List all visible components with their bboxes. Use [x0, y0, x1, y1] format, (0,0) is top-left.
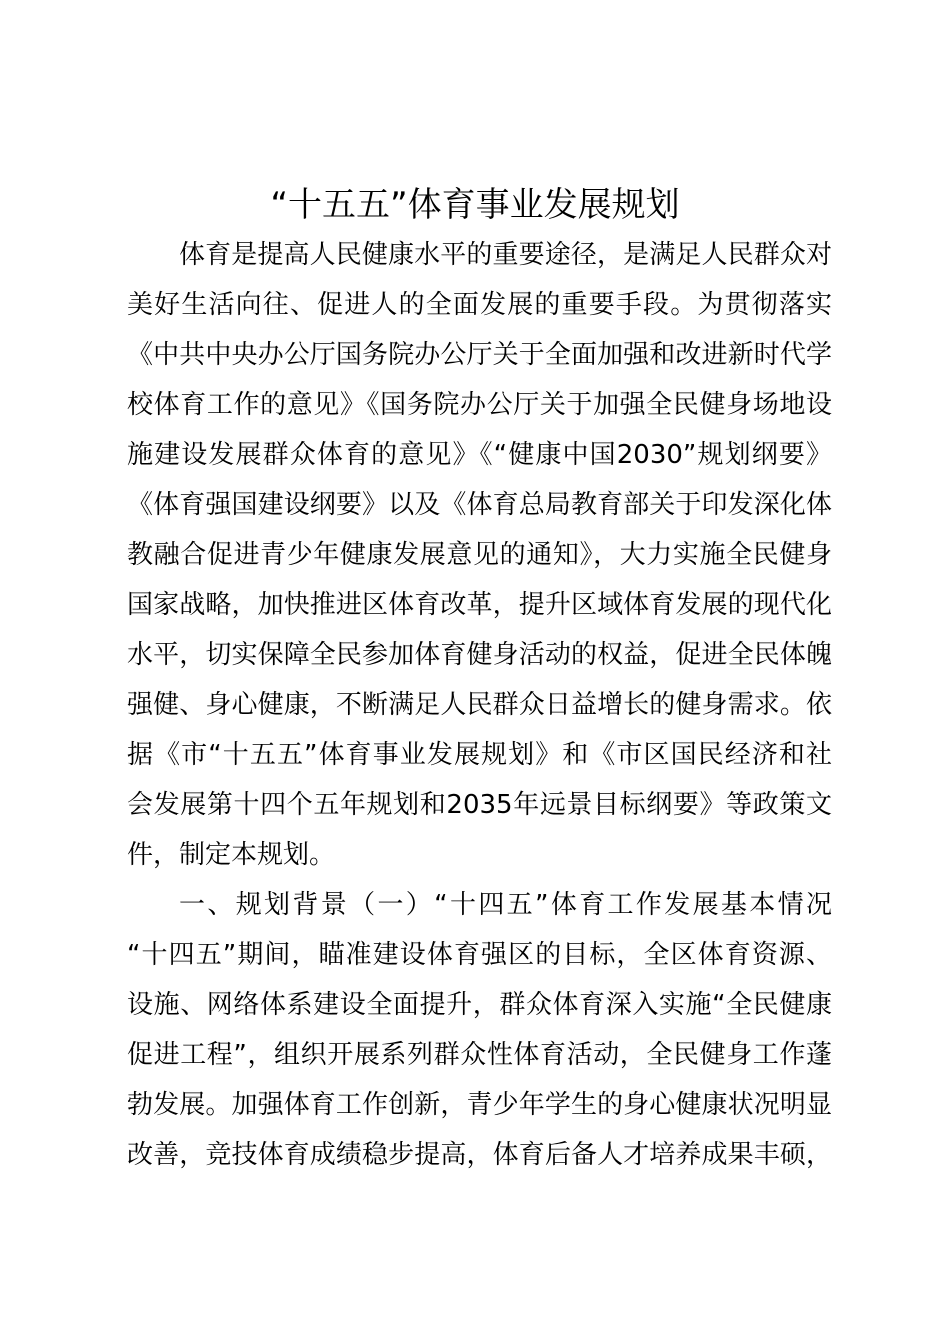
paragraph-1-line: 会发展第十四个五年规划和2035年远景目标纲要》等政策文 — [127, 790, 832, 820]
paragraph-1-line: 美好生活向往、促进人的全面发展的重要手段。为贯彻落实 — [127, 290, 832, 320]
paragraph-1-line: 《中共中央办公厅国务院办公厅关于全面加强和改进新时代学 — [127, 340, 832, 370]
paragraph-1-line: 校体育工作的意见》《国务院办公厅关于加强全民健身场地设 — [127, 390, 832, 420]
document-title: “十五五”体育事业发展规划 — [270, 185, 680, 225]
paragraph-2-line: 促进工程”，组织开展系列群众性体育活动，全民健身工作蓬 — [127, 1040, 832, 1070]
document-body — [127, 230, 832, 1180]
paragraph-1-line: 件，制定本规划。 — [127, 840, 336, 870]
paragraph-2-line: 设施、网络体系建设全面提升，群众体育深入实施“全民健康 — [127, 990, 832, 1020]
paragraph-2-line: 改善，竞技体育成绩稳步提高，体育后备人才培养成果丰硕， — [127, 1140, 832, 1170]
paragraph-1-line: 《体育强国建设纲要》以及《体育总局教育部关于印发深化体 — [127, 490, 832, 520]
paragraph-1-line: 水平，切实保障全民参加体育健身活动的权益，促进全民体魄 — [127, 640, 832, 670]
paragraph-2-line: 一、规划背景（一）“十四五”体育工作发展基本情况 — [179, 890, 832, 920]
paragraph-2-line: 勃发展。加强体育工作创新，青少年学生的身心健康状况明显 — [127, 1090, 832, 1120]
paragraph-1-line: 施建设发展群众体育的意见》《“健康中国2030”规划纲要》 — [127, 440, 832, 470]
paragraph-2-line: “十四五”期间，瞄准建设体育强区的目标，全区体育资源、 — [127, 940, 832, 970]
paragraph-1-line: 体育是提高人民健康水平的重要途径，是满足人民群众对 — [179, 240, 832, 270]
paragraph-1-line: 教融合促进青少年健康发展意见的通知》，大力实施全民健身 — [127, 540, 832, 570]
paragraph-1-line: 强健、身心健康，不断满足人民群众日益增长的健身需求。依 — [127, 690, 832, 720]
paragraph-1-line: 据《市“十五五”体育事业发展规划》和《市区国民经济和社 — [127, 740, 832, 770]
paragraph-1-line: 国家战略，加快推进区体育改革，提升区域体育发展的现代化 — [127, 590, 832, 620]
